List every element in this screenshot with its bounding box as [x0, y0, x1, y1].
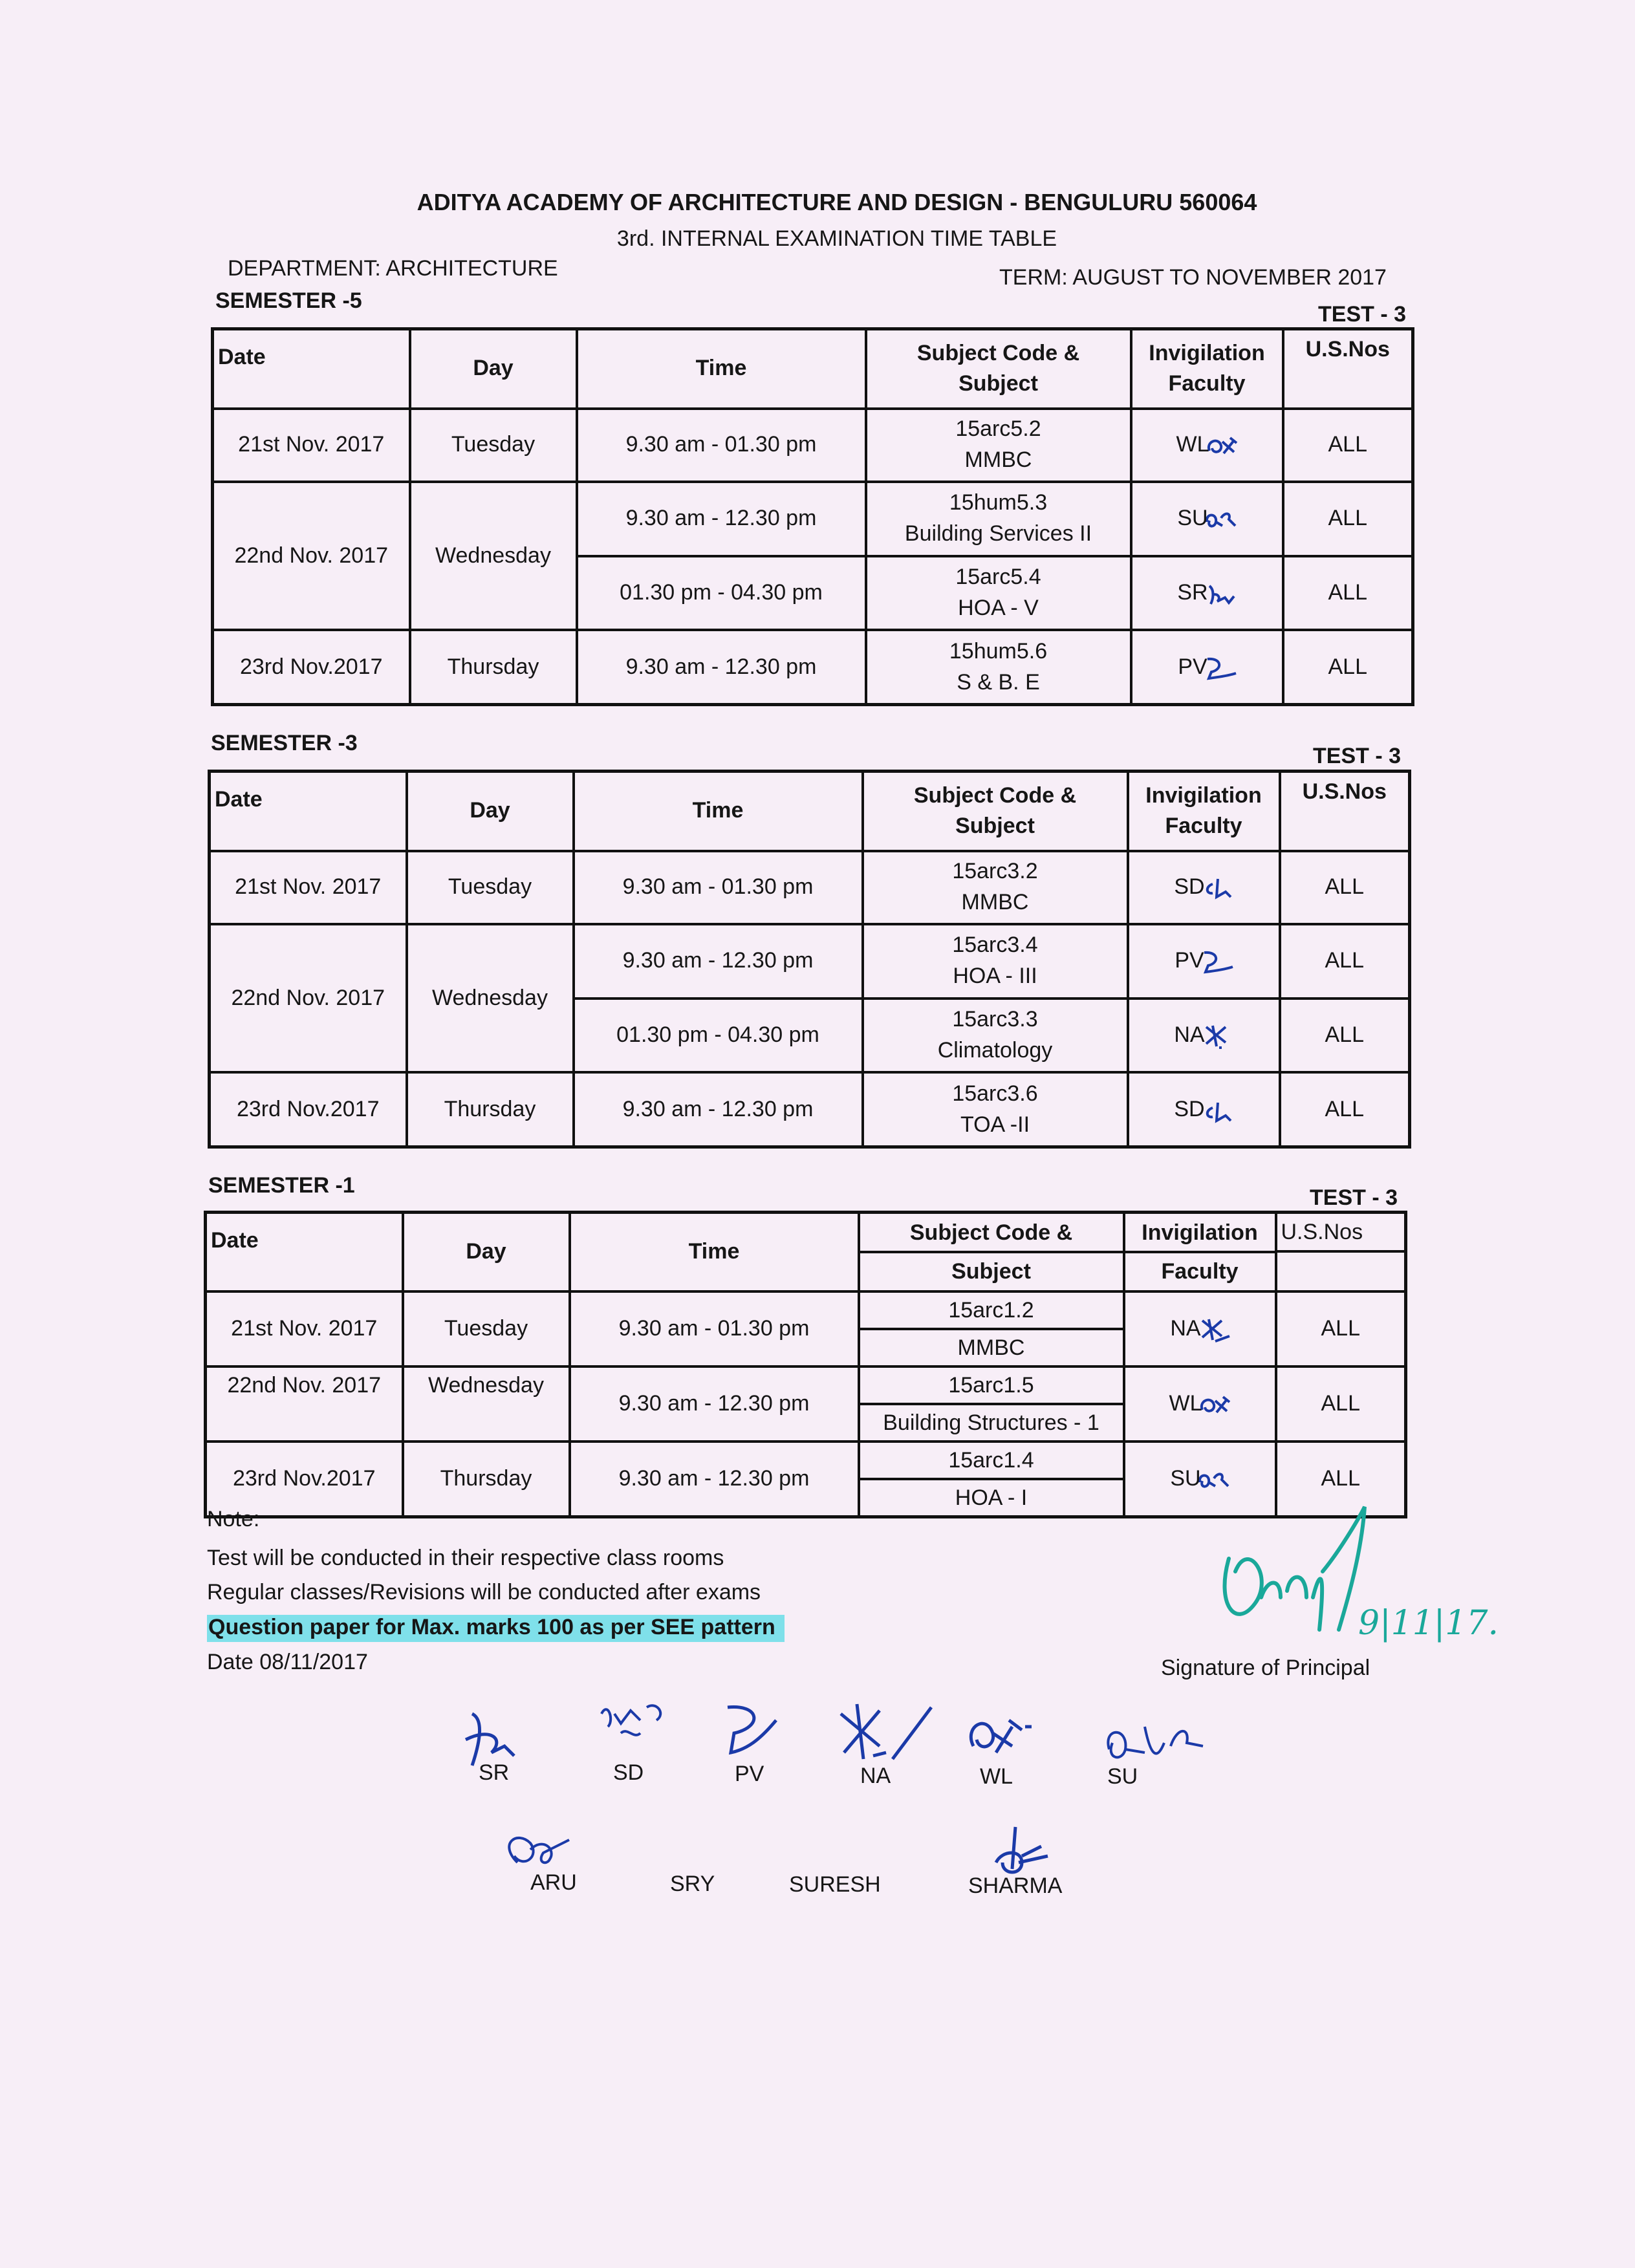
invigilator-cell: WL: [1131, 409, 1283, 482]
time-cell: 9.30 am - 01.30 pm: [577, 409, 866, 482]
date-cell: 23rd Nov.2017: [210, 1072, 407, 1147]
usn-cell: ALL: [1283, 409, 1413, 482]
staff-label: WL: [980, 1764, 1013, 1789]
semester-3-table: [208, 770, 1411, 1149]
date-cell: 21st Nov. 2017: [210, 851, 407, 924]
subject-header: Subject Code & Subject: [866, 329, 1131, 409]
invigilator-cell: WL: [1124, 1366, 1276, 1442]
subject-cell: 15hum5.6 S & B. E: [866, 630, 1131, 704]
staff-label: PV: [735, 1762, 764, 1786]
subject-cell: 15arc1.2 MMBC: [859, 1291, 1124, 1366]
invigilation-header: Invigilation Faculty: [1124, 1213, 1276, 1291]
staff-label: SURESH: [789, 1872, 881, 1897]
table-row: [210, 924, 1410, 999]
time-cell: 9.30 am - 12.30 pm: [574, 924, 863, 999]
semester-5-label: SEMESTER -5: [215, 288, 362, 313]
usn-cell: ALL: [1280, 924, 1410, 999]
date-cell: 22nd Nov. 2017: [210, 924, 407, 1073]
usn-cell: ALL: [1283, 630, 1413, 704]
semester-1-label: SEMESTER -1: [208, 1173, 355, 1198]
semester-3-label: SEMESTER -3: [211, 731, 358, 755]
signature-na-icon: [834, 1701, 944, 1772]
time-cell: 01.30 pm - 04.30 pm: [574, 999, 863, 1073]
table-header-row: [206, 1213, 1406, 1291]
table-row: [213, 630, 1413, 704]
note-line-2: Regular classes/Revisions will be conducted after exams: [207, 1580, 761, 1604]
signature-sd-icon: [595, 1694, 673, 1753]
staff-label: SU: [1107, 1764, 1138, 1789]
day-cell: Tuesday: [410, 409, 577, 482]
staff-label: SHARMA: [968, 1874, 1063, 1898]
usn-cell: ALL: [1283, 482, 1413, 556]
initials-signature-icon: [1200, 875, 1236, 901]
time-header: Time: [570, 1213, 859, 1291]
staff-label: SRY: [670, 1872, 715, 1896]
exam-title: 3rd. INTERNAL EXAMINATION TIME TABLE: [616, 226, 1057, 251]
staff-label: SR: [479, 1760, 510, 1785]
day-header: Day: [403, 1213, 570, 1291]
usn-cell: ALL: [1280, 851, 1410, 924]
note-heading: Note:: [207, 1507, 260, 1531]
subject-header: Subject Code & Subject: [859, 1213, 1124, 1291]
subject-cell: 15arc3.2 MMBC: [863, 851, 1128, 924]
initials-signature-icon: [1200, 1097, 1236, 1123]
subject-cell: 15hum5.3 Building Services II: [866, 482, 1131, 556]
date-cell: 21st Nov. 2017: [213, 409, 410, 482]
invigilation-header: Invigilation Faculty: [1131, 329, 1283, 409]
usn-cell: ALL: [1276, 1366, 1406, 1442]
day-cell: Tuesday: [403, 1291, 570, 1366]
invigilator-cell: NA: [1124, 1291, 1276, 1366]
usn-header: U.S.Nos: [1283, 329, 1413, 409]
table-row: [206, 1291, 1406, 1366]
subject-cell: 15arc5.2 MMBC: [866, 409, 1131, 482]
note-line-1: Test will be conducted in their respective class rooms: [207, 1546, 724, 1570]
date-header: Date: [210, 772, 407, 851]
date-cell: 23rd Nov.2017: [206, 1442, 403, 1517]
semester-5-test-label: TEST - 3: [1318, 302, 1407, 327]
invigilator-cell: SD: [1128, 1072, 1280, 1147]
subject-cell: 15arc1.5 Building Structures - 1: [859, 1366, 1124, 1442]
semester-5-table: [211, 327, 1414, 706]
time-header: Time: [577, 329, 866, 409]
initials-signature-icon: [1203, 506, 1239, 532]
usn-header: U.S.Nos: [1276, 1213, 1406, 1291]
time-cell: 9.30 am - 12.30 pm: [570, 1442, 859, 1517]
time-cell: 9.30 am - 12.30 pm: [577, 482, 866, 556]
subject-header: Subject Code & Subject: [863, 772, 1128, 851]
invigilator-cell: PV: [1128, 924, 1280, 999]
staff-label: ARU: [530, 1870, 577, 1895]
department-label: DEPARTMENT: ARCHITECTURE: [228, 256, 558, 281]
signature-pv-icon: [715, 1701, 786, 1766]
subject-cell: 15arc3.3 Climatology: [863, 999, 1128, 1073]
subject-cell: 15arc3.4 HOA - III: [863, 924, 1128, 999]
semester-3-test-label: TEST - 3: [1313, 744, 1402, 768]
date-header: Date: [206, 1213, 403, 1291]
table-header-row: [210, 772, 1410, 851]
day-header: Day: [407, 772, 574, 851]
note-highlight: Question paper for Max. marks 100 as per SEE pattern: [207, 1615, 785, 1640]
signature-su-icon: [1099, 1714, 1209, 1772]
table-row: [206, 1366, 1406, 1442]
principal-date: 9|11|17.: [1358, 1604, 1499, 1643]
institution-title: ADITYA ACADEMY OF ARCHITECTURE AND DESIGN - BENGULURU 560064: [417, 189, 1257, 215]
invigilator-cell: SD: [1128, 851, 1280, 924]
time-cell: 9.30 am - 12.30 pm: [570, 1366, 859, 1442]
time-cell: 9.30 am - 01.30 pm: [570, 1291, 859, 1366]
table-header-row: [213, 329, 1413, 409]
time-cell: 01.30 pm - 04.30 pm: [577, 556, 866, 631]
signature-wl-icon: [960, 1707, 1045, 1772]
table-row: [213, 409, 1413, 482]
usn-header: U.S.Nos: [1280, 772, 1410, 851]
day-header: Day: [410, 329, 577, 409]
invigilator-cell: SU: [1124, 1442, 1276, 1517]
semester-1-test-label: TEST - 3: [1310, 1185, 1398, 1210]
date-header: Date: [213, 329, 410, 409]
invigilator-cell: SU: [1131, 482, 1283, 556]
note-date: Date 08/11/2017: [207, 1650, 368, 1674]
day-cell: Tuesday: [407, 851, 574, 924]
usn-cell: ALL: [1276, 1291, 1406, 1366]
initials-signature-icon: [1199, 949, 1235, 975]
day-cell: Thursday: [403, 1442, 570, 1517]
table-row: [213, 482, 1413, 556]
staff-label: SD: [613, 1760, 644, 1785]
usn-cell: ALL: [1276, 1442, 1406, 1517]
subject-cell: 15arc1.4 HOA - I: [859, 1442, 1124, 1517]
day-cell: Wednesday: [410, 482, 577, 631]
subject-cell: 15arc5.4 HOA - V: [866, 556, 1131, 631]
invigilator-cell: NA: [1128, 999, 1280, 1073]
staff-label: NA: [860, 1764, 891, 1788]
initials-signature-icon: [1203, 581, 1239, 607]
day-cell: Thursday: [407, 1072, 574, 1147]
principal-label: Signature of Principal: [1161, 1656, 1370, 1680]
day-cell: Wednesday: [403, 1366, 570, 1442]
initials-signature-icon: [1196, 1317, 1232, 1343]
invigilation-header: Invigilation Faculty: [1128, 772, 1280, 851]
time-header: Time: [574, 772, 863, 851]
initials-signature-icon: [1196, 1467, 1232, 1493]
date-cell: 22nd Nov. 2017: [206, 1366, 403, 1442]
table-row: [210, 851, 1410, 924]
day-cell: Wednesday: [407, 924, 574, 1073]
time-cell: 9.30 am - 01.30 pm: [574, 851, 863, 924]
invigilator-cell: PV: [1131, 630, 1283, 704]
initials-signature-icon: [1200, 1023, 1236, 1049]
usn-cell: ALL: [1280, 999, 1410, 1073]
date-cell: 23rd Nov.2017: [213, 630, 410, 704]
semester-1-table: [204, 1211, 1407, 1518]
time-cell: 9.30 am - 12.30 pm: [577, 630, 866, 704]
date-cell: 21st Nov. 2017: [206, 1291, 403, 1366]
invigilator-cell: SR: [1131, 556, 1283, 631]
usn-cell: ALL: [1280, 1072, 1410, 1147]
usn-cell: ALL: [1283, 556, 1413, 631]
table-row: [210, 1072, 1410, 1147]
date-cell: 22nd Nov. 2017: [213, 482, 410, 631]
day-cell: Thursday: [410, 630, 577, 704]
initials-signature-icon: [1202, 655, 1239, 681]
time-cell: 9.30 am - 12.30 pm: [574, 1072, 863, 1147]
term-label: TERM: AUGUST TO NOVEMBER 2017: [999, 265, 1387, 290]
subject-cell: 15arc3.6 TOA -II: [863, 1072, 1128, 1147]
